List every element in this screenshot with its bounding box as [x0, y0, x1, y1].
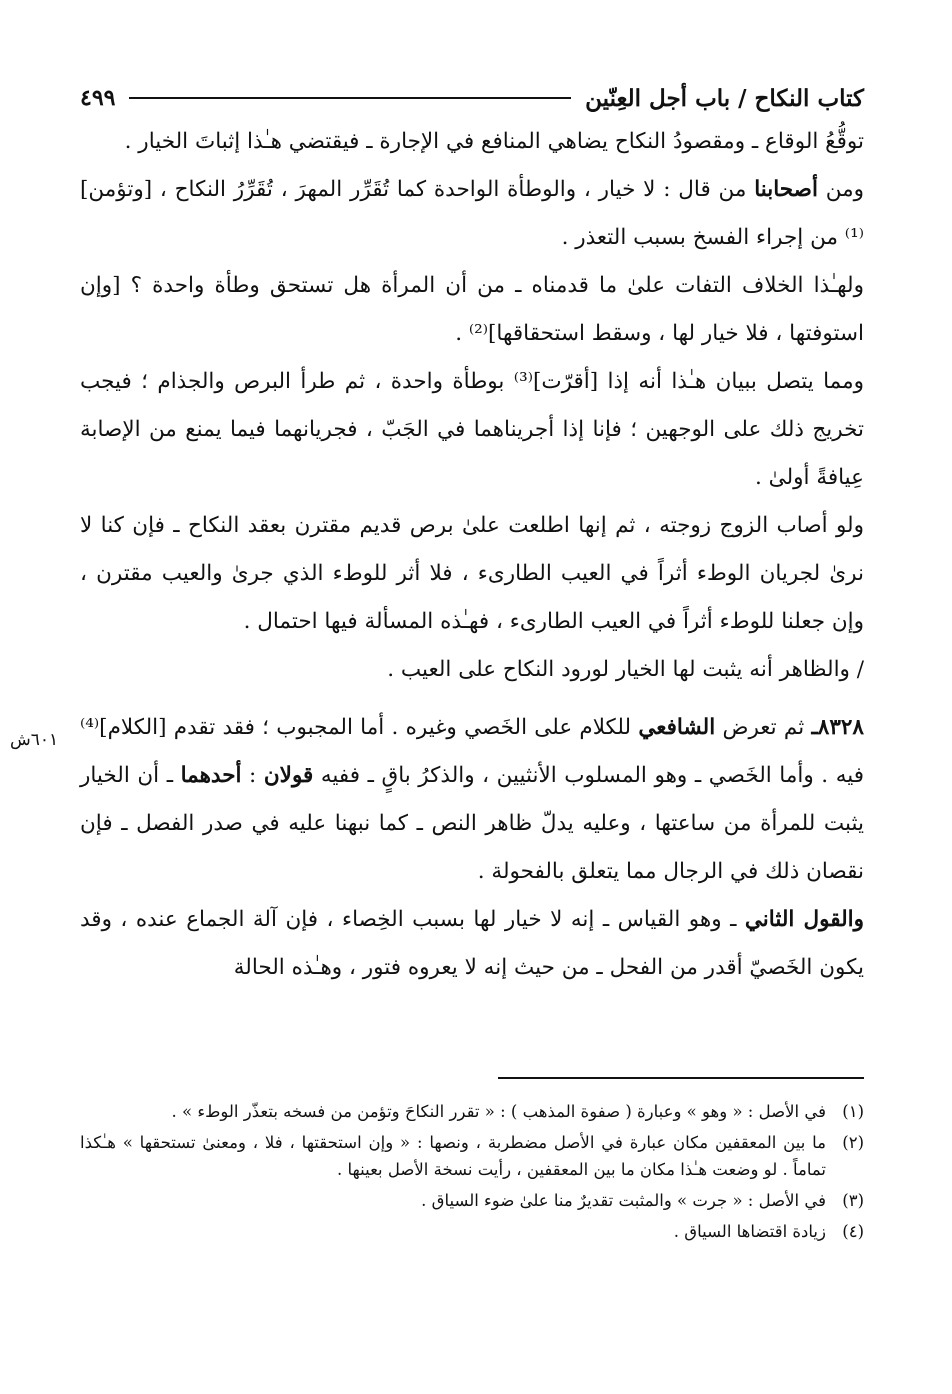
paragraph: [80, 502, 864, 646]
footnote: [80, 1187, 864, 1214]
bold-term: ٨٣٢٨ـ: [811, 715, 864, 740]
text-run: ولو أصاب الزوج زوجته ، ثم إنها اطلعت علىٰ برص قديم مقترن بعقد النكاح ـ فإن كنا لا نرىٰ لجريان الوطء أثراً في العيب الطارىء ، فلا أثر للوطء الذي جرىٰ والعيب مقترن ، وإن جعلنا للوطء أثراً في العيب الطارىء ، فهـٰذه المسألة فيها احتمال .: [80, 513, 864, 634]
text-run: ومن: [817, 177, 864, 202]
bold-term: أحدهما: [180, 763, 242, 788]
text-run: للكلام على الخَصي وغيره . أما المجبوب ؛ فقد تقدم [الكلام]⁽⁴⁾ فيه . وأما الخَصي ـ وهو المسلوب الأنثيين ، والذكرُ باقٍ ـ ففيه: [80, 715, 864, 788]
footnotes: [80, 1098, 864, 1249]
footnote-text: في الأصل : « وهو » وعبارة ( صفوة المذهب ) : « تقرر النكاحَ وتؤمن من فسخه بتعذّر الوطء » .: [171, 1102, 826, 1121]
footnote: [80, 1218, 864, 1245]
text-run: ولهـٰذا الخلاف التفات علىٰ ما قدمناه ـ من أن المرأة هل تستحق وطأة واحدة ؟ [وإن استوفتها ، فلا خيار لها ، وسقط استحقاقها]⁽²⁾ .: [80, 273, 864, 346]
footnote-text: في الأصل : « جرت » والمثبت تقديرٌ منا علىٰ ضوء السياق .: [421, 1191, 826, 1210]
paragraph: [80, 118, 864, 166]
running-header: [80, 78, 864, 118]
footnote-number: (٤): [842, 1222, 864, 1241]
footnote-number: (٢): [842, 1133, 864, 1152]
footnote-number: (٣): [842, 1191, 864, 1210]
text-run: توقُّعُ الوقاع ـ ومقصودُ النكاح يضاهي المنافع في الإجارة ـ فيقتضي هـٰذا إثباتَ الخيار .: [124, 129, 864, 154]
paragraph: [80, 358, 864, 502]
text-run: ـ وهو القياس ـ إنه لا خيار لها بسبب الخِصاء ، فإن آلة الجماع عنده ، وقد يكون الخَصيّ أقدر من الفحل ـ من حيث إنه لا يعروه فتور ، وهـٰذه الحالة: [80, 907, 864, 980]
bold-term: قولان: [263, 763, 314, 788]
footnote-text: زيادة اقتضاها السياق .: [673, 1222, 826, 1241]
text-run: :: [241, 763, 264, 788]
paragraph: [80, 646, 864, 694]
main-text: [80, 118, 864, 992]
paragraph: [80, 896, 864, 992]
paragraph: [80, 262, 864, 358]
header-rule: [129, 97, 571, 99]
footnote-text: ما بين المعقفين مكان عبارة في الأصل مضطربة ، ونصها : « وإن استحقتها ، فلا ، ومعنىٰ تستحقها » هـٰكذا تماماً . لو وضعت هـٰذا مكان ما بين المعقفين ، رأيت نسخة الأصل بعينها .: [80, 1133, 826, 1179]
paragraph: [80, 166, 864, 262]
footnote-rule: [498, 1077, 864, 1079]
margin-note: ٦٠١ش: [10, 730, 59, 750]
bold-term: والقول الثاني: [744, 907, 864, 932]
page-number: ٤٩٩: [80, 85, 116, 111]
paragraph: [80, 704, 864, 896]
footnote: [80, 1129, 864, 1183]
bold-term: أصحابنا: [754, 177, 818, 202]
text-run: ومما يتصل ببيان هـٰذا أنه إذا [أقرّت]⁽³⁾ بوطأة واحدة ، ثم طرأ البرص والجذام ؛ فيجب تخريج ذلك على الوجهين ؛ فإنا إذا أجريناهما في الجَبّ ، فجريانهما فيما يمنع من الإصابة عِيافةً أولىٰ .: [80, 369, 864, 490]
text-run: من قال : لا خيار ، والوطأة الواحدة كما تُقَرِّر المهرَ ، تُقَرِّرُ النكاح ، [وتؤمن]⁽¹⁾ من إجراء الفسخ بسبب التعذر .: [80, 177, 864, 250]
text-run: ثم تعرض: [715, 715, 812, 740]
text-run: ـ أن الخيار يثبت للمرأة من ساعتها ، وعليه يدلّ ظاهر النص ـ كما نبهنا عليه في صدر الفصل ـ فإن نقصان ذلك في الرجال مما يتعلق بالفحولة .: [80, 763, 864, 884]
page-body: [80, 78, 864, 992]
footnote: [80, 1098, 864, 1125]
footnote-number: (١): [842, 1102, 864, 1121]
bold-term: الشافعي: [638, 715, 716, 740]
header-title: كتاب النكاح / باب أجل العِنّين: [585, 84, 864, 112]
text-run: / والظاهر أنه يثبت لها الخيار لورود النكاح على العيب .: [387, 657, 864, 682]
